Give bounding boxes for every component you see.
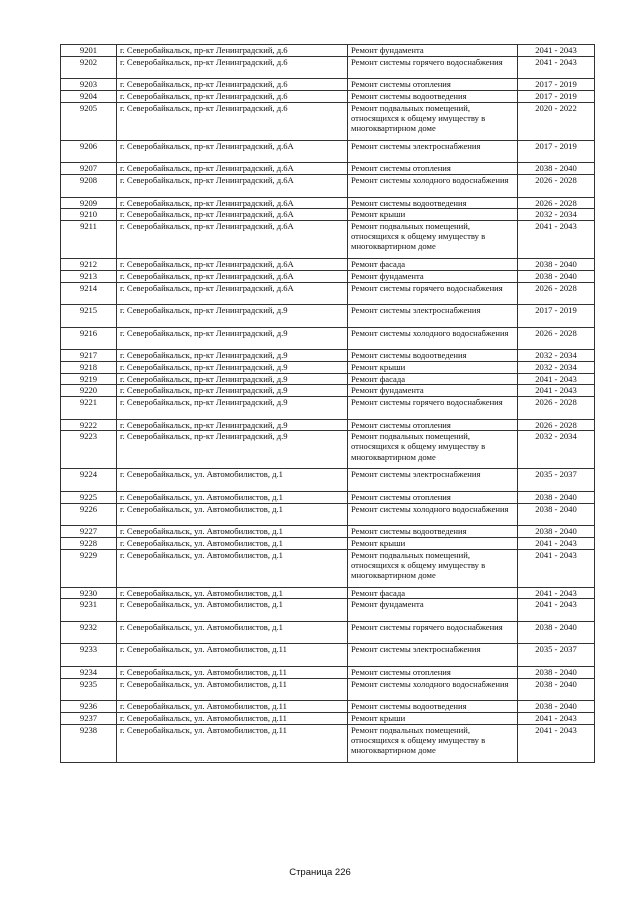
- work-type-cell: Ремонт системы электроснабжения: [348, 469, 518, 492]
- table-row: [61, 56, 595, 79]
- address-cell: г. Северобайкальск, пр-кт Ленинградский, д.6А: [117, 270, 348, 282]
- address-cell: г. Северобайкальск, ул. Автомобилистов, д.11: [117, 666, 348, 678]
- work-type-cell: Ремонт фундамента: [348, 385, 518, 397]
- work-type-cell: Ремонт системы холодного водоснабжения: [348, 678, 518, 701]
- address-cell: г. Северобайкальск, ул. Автомобилистов, д.1: [117, 469, 348, 492]
- period-cell: 2032 - 2034: [518, 350, 595, 362]
- row-number-cell: 9213: [61, 270, 117, 282]
- table-row: [61, 305, 595, 328]
- period-cell: 2032 - 2034: [518, 361, 595, 373]
- address-cell: г. Северобайкальск, пр-кт Ленинградский, д.9: [117, 350, 348, 362]
- work-type-cell: Ремонт системы электроснабжения: [348, 644, 518, 667]
- work-type-cell: Ремонт системы водоотведения: [348, 701, 518, 713]
- row-number-cell: 9225: [61, 491, 117, 503]
- row-number-cell: 9223: [61, 431, 117, 469]
- work-type-cell: Ремонт фундамента: [348, 45, 518, 57]
- row-number-cell: 9214: [61, 282, 117, 305]
- period-cell: 2020 - 2022: [518, 102, 595, 140]
- row-number-cell: 9203: [61, 79, 117, 91]
- address-cell: г. Северобайкальск, ул. Автомобилистов, д.1: [117, 621, 348, 644]
- period-cell: 2032 - 2034: [518, 209, 595, 221]
- address-cell: г. Северобайкальск, пр-кт Ленинградский, д.9: [117, 361, 348, 373]
- work-type-cell: Ремонт подвальных помещений, относящихся к общему имуществу в многоквартирном доме: [348, 549, 518, 587]
- period-cell: 2038 - 2040: [518, 526, 595, 538]
- work-type-cell: Ремонт подвальных помещений, относящихся к общему имуществу в многоквартирном доме: [348, 724, 518, 762]
- table-row: [61, 666, 595, 678]
- table-row: [61, 350, 595, 362]
- period-cell: 2041 - 2043: [518, 599, 595, 622]
- work-type-cell: Ремонт системы отопления: [348, 666, 518, 678]
- period-cell: 2041 - 2043: [518, 712, 595, 724]
- address-cell: г. Северобайкальск, пр-кт Ленинградский, д.6А: [117, 282, 348, 305]
- row-number-cell: 9226: [61, 503, 117, 526]
- row-number-cell: 9207: [61, 163, 117, 175]
- row-number-cell: 9238: [61, 724, 117, 762]
- table-row: [61, 45, 595, 57]
- row-number-cell: 9221: [61, 397, 117, 420]
- row-number-cell: 9208: [61, 175, 117, 198]
- table-row: [61, 587, 595, 599]
- period-cell: 2026 - 2028: [518, 419, 595, 431]
- address-cell: г. Северобайкальск, пр-кт Ленинградский, д.6: [117, 102, 348, 140]
- row-number-cell: 9218: [61, 361, 117, 373]
- period-cell: 2038 - 2040: [518, 701, 595, 713]
- period-cell: 2017 - 2019: [518, 140, 595, 163]
- row-number-cell: 9209: [61, 197, 117, 209]
- row-number-cell: 9228: [61, 537, 117, 549]
- row-number-cell: 9222: [61, 419, 117, 431]
- period-cell: 2041 - 2043: [518, 385, 595, 397]
- row-number-cell: 9210: [61, 209, 117, 221]
- address-cell: г. Северобайкальск, пр-кт Ленинградский, д.9: [117, 327, 348, 350]
- work-type-cell: Ремонт системы горячего водоснабжения: [348, 621, 518, 644]
- address-cell: г. Северобайкальск, пр-кт Ленинградский, д.6А: [117, 197, 348, 209]
- address-cell: г. Северобайкальск, пр-кт Ленинградский, д.6А: [117, 140, 348, 163]
- table-row: [61, 701, 595, 713]
- period-cell: 2032 - 2034: [518, 431, 595, 469]
- table-row: [61, 678, 595, 701]
- address-cell: г. Северобайкальск, пр-кт Ленинградский, д.9: [117, 373, 348, 385]
- table-row: [61, 503, 595, 526]
- table-row: [61, 491, 595, 503]
- period-cell: 2026 - 2028: [518, 282, 595, 305]
- table-row: [61, 397, 595, 420]
- work-type-cell: Ремонт подвальных помещений, относящихся к общему имуществу в многоквартирном доме: [348, 431, 518, 469]
- row-number-cell: 9215: [61, 305, 117, 328]
- address-cell: г. Северобайкальск, ул. Автомобилистов, д.1: [117, 491, 348, 503]
- table-row: [61, 197, 595, 209]
- work-type-cell: Ремонт системы горячего водоснабжения: [348, 282, 518, 305]
- table-row: [61, 537, 595, 549]
- period-cell: 2038 - 2040: [518, 621, 595, 644]
- table-row: [61, 526, 595, 538]
- table-row: [61, 621, 595, 644]
- period-cell: 2026 - 2028: [518, 397, 595, 420]
- work-type-cell: Ремонт крыши: [348, 361, 518, 373]
- address-cell: г. Северобайкальск, ул. Автомобилистов, д.1: [117, 526, 348, 538]
- period-cell: 2017 - 2019: [518, 305, 595, 328]
- row-number-cell: 9220: [61, 385, 117, 397]
- work-type-cell: Ремонт системы электроснабжения: [348, 305, 518, 328]
- address-cell: г. Северобайкальск, пр-кт Ленинградский, д.6: [117, 56, 348, 79]
- work-type-cell: Ремонт системы водоотведения: [348, 350, 518, 362]
- table-row: [61, 361, 595, 373]
- address-cell: г. Северобайкальск, ул. Автомобилистов, д.1: [117, 537, 348, 549]
- work-type-cell: Ремонт системы холодного водоснабжения: [348, 327, 518, 350]
- period-cell: 2041 - 2043: [518, 587, 595, 599]
- period-cell: 2041 - 2043: [518, 221, 595, 259]
- table-row: [61, 419, 595, 431]
- row-number-cell: 9227: [61, 526, 117, 538]
- work-type-cell: Ремонт фасада: [348, 373, 518, 385]
- work-type-cell: Ремонт системы горячего водоснабжения: [348, 56, 518, 79]
- row-number-cell: 9206: [61, 140, 117, 163]
- address-cell: г. Северобайкальск, ул. Автомобилистов, д.11: [117, 712, 348, 724]
- row-number-cell: 9219: [61, 373, 117, 385]
- work-type-cell: Ремонт фундамента: [348, 270, 518, 282]
- period-cell: 2017 - 2019: [518, 79, 595, 91]
- row-number-cell: 9236: [61, 701, 117, 713]
- work-type-cell: Ремонт системы электроснабжения: [348, 140, 518, 163]
- work-type-cell: Ремонт крыши: [348, 712, 518, 724]
- table-row: [61, 91, 595, 103]
- address-cell: г. Северобайкальск, пр-кт Ленинградский, д.6А: [117, 209, 348, 221]
- table-row: [61, 270, 595, 282]
- work-type-cell: Ремонт фасада: [348, 259, 518, 271]
- row-number-cell: 9237: [61, 712, 117, 724]
- period-cell: 2035 - 2037: [518, 469, 595, 492]
- period-cell: 2035 - 2037: [518, 644, 595, 667]
- table-row: [61, 102, 595, 140]
- address-cell: г. Северобайкальск, ул. Автомобилистов, д.1: [117, 599, 348, 622]
- period-cell: 2038 - 2040: [518, 503, 595, 526]
- page-number: Страница 226: [289, 867, 351, 878]
- row-number-cell: 9204: [61, 91, 117, 103]
- row-number-cell: 9212: [61, 259, 117, 271]
- work-type-cell: Ремонт системы горячего водоснабжения: [348, 397, 518, 420]
- period-cell: 2041 - 2043: [518, 537, 595, 549]
- row-number-cell: 9216: [61, 327, 117, 350]
- table-row: [61, 469, 595, 492]
- period-cell: 2026 - 2028: [518, 327, 595, 350]
- work-type-cell: Ремонт подвальных помещений, относящихся к общему имуществу в многоквартирном доме: [348, 221, 518, 259]
- row-number-cell: 9205: [61, 102, 117, 140]
- address-cell: г. Северобайкальск, пр-кт Ленинградский, д.6: [117, 45, 348, 57]
- work-type-cell: Ремонт крыши: [348, 209, 518, 221]
- row-number-cell: 9201: [61, 45, 117, 57]
- address-cell: г. Северобайкальск, пр-кт Ленинградский, д.6А: [117, 259, 348, 271]
- work-type-cell: Ремонт крыши: [348, 537, 518, 549]
- row-number-cell: 9224: [61, 469, 117, 492]
- row-number-cell: 9231: [61, 599, 117, 622]
- address-cell: г. Северобайкальск, пр-кт Ленинградский, д.6А: [117, 175, 348, 198]
- table-row: [61, 599, 595, 622]
- period-cell: 2038 - 2040: [518, 259, 595, 271]
- table-row: [61, 549, 595, 587]
- table-row: [61, 79, 595, 91]
- table-body: [61, 45, 595, 763]
- period-cell: 2017 - 2019: [518, 91, 595, 103]
- work-type-cell: Ремонт системы водоотведения: [348, 197, 518, 209]
- address-cell: г. Северобайкальск, ул. Автомобилистов, д.11: [117, 678, 348, 701]
- address-cell: г. Северобайкальск, ул. Автомобилистов, д.1: [117, 549, 348, 587]
- period-cell: 2038 - 2040: [518, 163, 595, 175]
- table-row: [61, 373, 595, 385]
- address-cell: г. Северобайкальск, пр-кт Ленинградский, д.9: [117, 397, 348, 420]
- table-row: [61, 385, 595, 397]
- address-cell: г. Северобайкальск, ул. Автомобилистов, д.11: [117, 724, 348, 762]
- address-cell: г. Северобайкальск, ул. Автомобилистов, д.11: [117, 701, 348, 713]
- table-row: [61, 644, 595, 667]
- work-type-cell: Ремонт подвальных помещений, относящихся к общему имуществу в многоквартирном доме: [348, 102, 518, 140]
- row-number-cell: 9202: [61, 56, 117, 79]
- work-type-cell: Ремонт системы отопления: [348, 491, 518, 503]
- period-cell: 2038 - 2040: [518, 491, 595, 503]
- table-row: [61, 724, 595, 762]
- table-row: [61, 282, 595, 305]
- work-type-cell: Ремонт системы холодного водоснабжения: [348, 175, 518, 198]
- address-cell: г. Северобайкальск, пр-кт Ленинградский, д.6А: [117, 163, 348, 175]
- work-type-cell: Ремонт системы отопления: [348, 419, 518, 431]
- address-cell: г. Северобайкальск, ул. Автомобилистов, д.11: [117, 644, 348, 667]
- table-row: [61, 221, 595, 259]
- row-number-cell: 9217: [61, 350, 117, 362]
- period-cell: 2026 - 2028: [518, 197, 595, 209]
- work-type-cell: Ремонт фундамента: [348, 599, 518, 622]
- address-cell: г. Северобайкальск, пр-кт Ленинградский, д.6: [117, 79, 348, 91]
- row-number-cell: 9211: [61, 221, 117, 259]
- period-cell: 2038 - 2040: [518, 666, 595, 678]
- row-number-cell: 9234: [61, 666, 117, 678]
- row-number-cell: 9229: [61, 549, 117, 587]
- address-cell: г. Северобайкальск, пр-кт Ленинградский, д.9: [117, 419, 348, 431]
- table-row: [61, 209, 595, 221]
- period-cell: 2041 - 2043: [518, 549, 595, 587]
- row-number-cell: 9233: [61, 644, 117, 667]
- table-row: [61, 163, 595, 175]
- work-type-cell: Ремонт системы отопления: [348, 163, 518, 175]
- address-cell: г. Северобайкальск, пр-кт Ленинградский, д.9: [117, 431, 348, 469]
- address-cell: г. Северобайкальск, пр-кт Ленинградский, д.9: [117, 385, 348, 397]
- table-row: [61, 431, 595, 469]
- row-number-cell: 9232: [61, 621, 117, 644]
- address-cell: г. Северобайкальск, ул. Автомобилистов, д.1: [117, 503, 348, 526]
- row-number-cell: 9235: [61, 678, 117, 701]
- table-row: [61, 327, 595, 350]
- work-type-cell: Ремонт системы водоотведения: [348, 526, 518, 538]
- table-row: [61, 175, 595, 198]
- period-cell: 2038 - 2040: [518, 678, 595, 701]
- work-type-cell: Ремонт системы водоотведения: [348, 91, 518, 103]
- work-type-cell: Ремонт системы отопления: [348, 79, 518, 91]
- table-row: [61, 140, 595, 163]
- period-cell: 2026 - 2028: [518, 175, 595, 198]
- period-cell: 2041 - 2043: [518, 373, 595, 385]
- period-cell: 2038 - 2040: [518, 270, 595, 282]
- address-cell: г. Северобайкальск, пр-кт Ленинградский, д.6: [117, 91, 348, 103]
- address-cell: г. Северобайкальск, пр-кт Ленинградский, д.6А: [117, 221, 348, 259]
- work-type-cell: Ремонт системы холодного водоснабжения: [348, 503, 518, 526]
- work-type-cell: Ремонт фасада: [348, 587, 518, 599]
- period-cell: 2041 - 2043: [518, 45, 595, 57]
- table-row: [61, 259, 595, 271]
- period-cell: 2041 - 2043: [518, 724, 595, 762]
- table-row: [61, 712, 595, 724]
- period-cell: 2041 - 2043: [518, 56, 595, 79]
- address-cell: г. Северобайкальск, пр-кт Ленинградский, д.9: [117, 305, 348, 328]
- repair-schedule-table: [60, 44, 595, 763]
- row-number-cell: 9230: [61, 587, 117, 599]
- address-cell: г. Северобайкальск, ул. Автомобилистов, д.1: [117, 587, 348, 599]
